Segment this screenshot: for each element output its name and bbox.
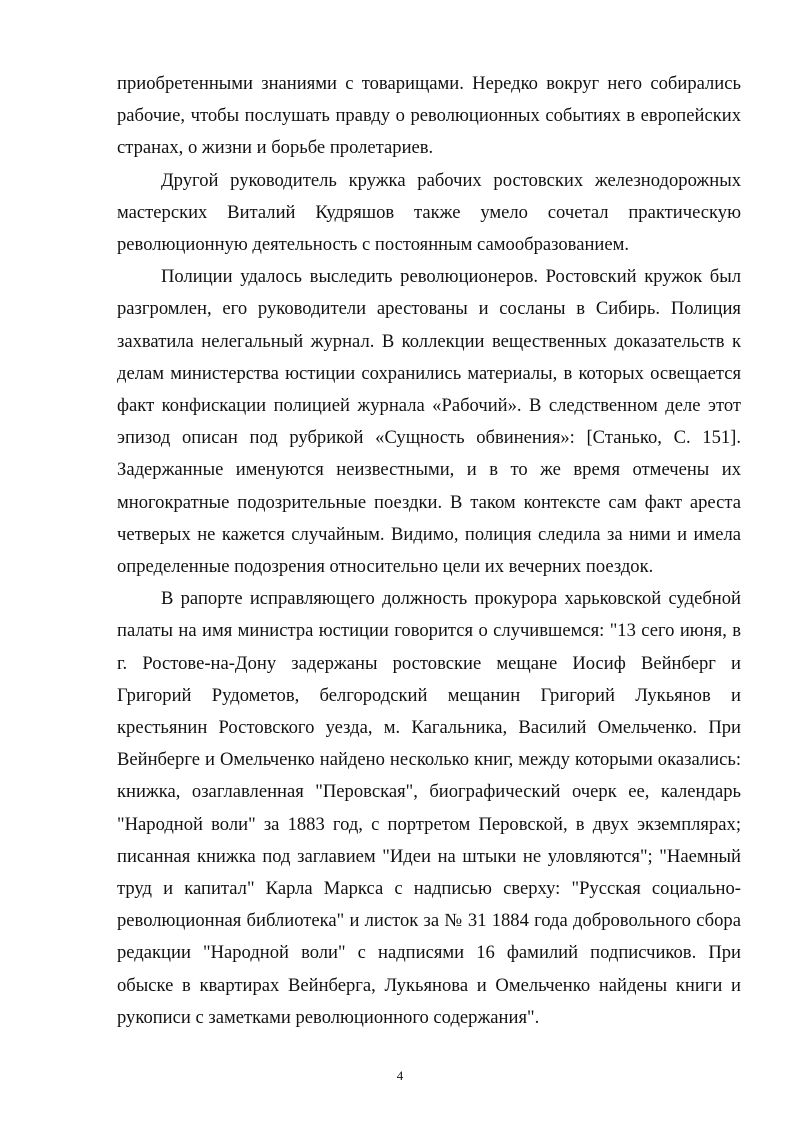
- paragraph-police-arrest: Полиции удалось выследить революционеров. Ростовский кружок был разгромлен, его руководители арестованы и сосланы в Сибирь. Полиция захватила нелегальный журнал. В коллекции вещественных доказательств к делам министерства юстиции сохранились материалы, в которых освещается факт конфискации полицией журнала «Рабочий». В следственном деле этот эпизод описан под рубрикой «Сущность обвинения»: [Станько, С. 151]. Задержанные именуются неизвестными, и в то же время отмечены их многократные подозрительные поездки. В таком контексте сам факт ареста четверых не кажется случайным. Видимо, полиция следила за ними и имела определенные подозрения относительно цели их вечерних поездок.: [117, 266, 741, 578]
- document-body: [117, 68, 741, 1034]
- paragraph-continuation: приобретенными знаниями с товарищами. Нередко вокруг него собирались рабочие, чтобы послушать правду о революционных событиях в европейских странах, о жизни и борьбе пролетариев.: [117, 73, 741, 159]
- paragraph-kudryashov: Другой руководитель кружка рабочих ростовских железнодорожных мастерских Виталий Кудряшов также умело сочетал практическую революционную деятельность с постоянным самообразованием.: [117, 169, 741, 256]
- paragraph-prosecutor-report: В рапорте исправляющего должность прокурора харьковской судебной палаты на имя министра юстиции говорится о случившемся: "13 сего июня, в г. Ростове-на-Дону задержаны ростовские мещане Иосиф Вейнберг и Григорий Рудометов, белгородский мещанин Григорий Лукьянов и крестьянин Ростовского уезда, м. Кагальника, Василий Омельченко. При Вейнберге и Омельченко найдено несколько книг, между которыми оказались: книжка, озаглавленная "Перовская", биографический очерк ее, календарь "Народной воли" за 1883 год, с портретом Перовской, в двух экземплярах; писанная книжка под заглавием "Идеи на штыки не уловляются"; "Наемный труд и капитал" Карла Маркса с надписью сверху: "Русская социально-революционная библиотека" и листок за № 31 1884 года добровольного сбора редакции "Народной воли" с надписями 16 фамилий подписчиков. При обыске в квартирах Вейнберга, Лукьянова и Омельченко найдены книги и рукописи с заметками революционного содержания".: [117, 588, 741, 1028]
- page-number: 4: [396, 1068, 404, 1083]
